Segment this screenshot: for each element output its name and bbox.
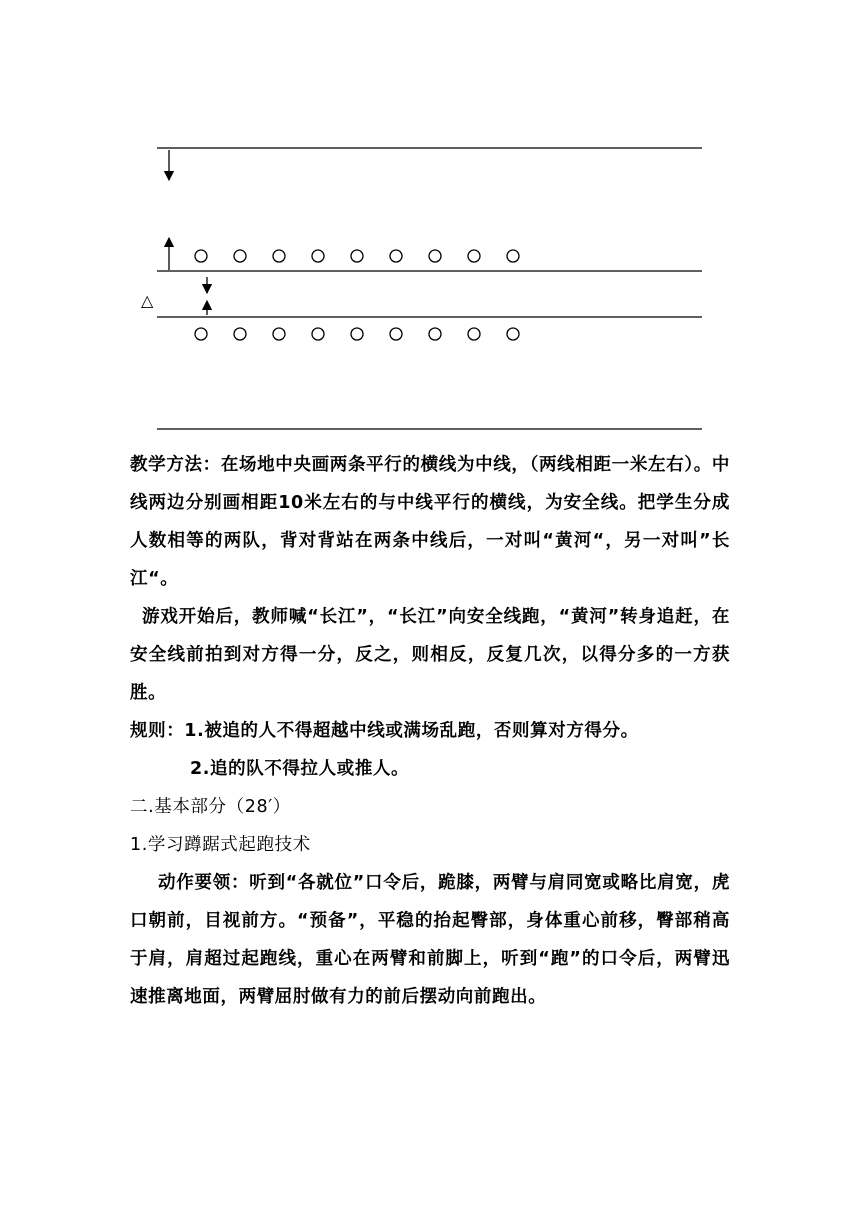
player-marker (234, 250, 246, 262)
player-marker (273, 250, 285, 262)
teacher-marker: △ (141, 291, 154, 310)
essentials-paragraph: 动作要领：听到“各就位”口令后，跪膝，两臂与肩同宽或略比肩宽，虎口朝前，目视前方。“预备”，平稳的抬起臀部，身体重心前移，臀部稍高于肩，肩超过起跑线，重心在两臂和前脚上，听到“跑”的口令后，两臂迅速推离地面，两臂屈肘做有力的前后摆动向前跑出。 (130, 873, 730, 1007)
rule-1: 规则：1.被追的人不得超越中线或满场乱跑，否则算对方得分。 (130, 721, 639, 741)
player-marker (195, 328, 207, 340)
rule-2: 2.追的队不得拉人或推人。 (190, 759, 410, 779)
player-marker (429, 328, 441, 340)
player-marker (468, 328, 480, 340)
player-marker (312, 328, 324, 340)
player-marker (312, 250, 324, 262)
section-heading: 二.基本部分（28′） (130, 797, 291, 817)
document-body (130, 446, 730, 1016)
player-marker (351, 250, 363, 262)
field-diagram (0, 0, 860, 440)
method-paragraph: 教学方法：在场地中央画两条平行的横线为中线，（两线相距一米左右）。中线两边分别画相距10米左右的与中线平行的横线，为安全线。把学生分成人数相等的两队，背对背站在两条中线后，一对叫“黄河“，另一对叫”长江“。 (130, 455, 730, 589)
player-marker (507, 328, 519, 340)
player-marker (507, 250, 519, 262)
player-marker (429, 250, 441, 262)
player-marker (390, 250, 402, 262)
subsection-heading: 1.学习蹲踞式起跑技术 (130, 835, 311, 855)
player-marker (273, 328, 285, 340)
player-marker (468, 250, 480, 262)
game-paragraph: 游戏开始后，教师喊“长江”，“长江”向安全线跑，“黄河”转身追赶，在安全线前拍到对方得一分，反之，则相反，反复几次，以得分多的一方获胜。 (130, 607, 730, 703)
player-marker (195, 250, 207, 262)
player-marker (234, 328, 246, 340)
team-row-top (195, 250, 519, 262)
player-marker (351, 328, 363, 340)
player-marker (390, 328, 402, 340)
team-row-bottom (195, 328, 519, 340)
